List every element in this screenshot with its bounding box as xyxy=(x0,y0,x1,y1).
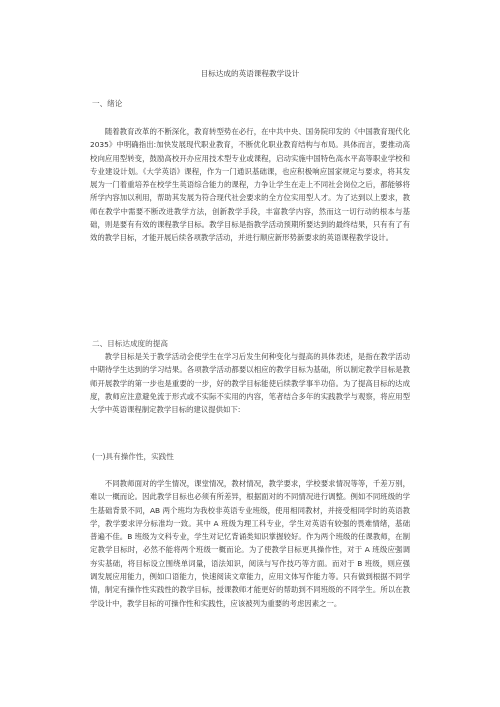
paragraph-operability: 不同教师面对的学生情况，课堂情况，教材情况，教学要求，学校要求情况等等，千差万别，难以一概而论。因此教学目标也必须有所差异，根据面对的不同情况进行调整。例如不同班级的学生基础背景不同，AB 两个班均为我校非英语专业班级，使用相同教材，并接受相同学时的英语教学，教学要求评分标准均一致。其中 A 班级为理工科专业，学生对英语有较强的畏难情绪，基础普遍不佳。B 班级为文科专业，学生对记忆背诵类知识掌握较好。作为两个班级的任课教师，在制定教学目标时，必然不能将两个班级一概而论。为了使教学目标更具操作性，对于 A 班级应强调夯实基础，将目标设立围绕单词量，语法知识，阅读与写作技巧等方面。而对于 B 班级，则应强调发展应用能力，例如口语能力，快速阅读文章能力，应用文体写作能力等。只有做到根据不同学情，制定有操作性实践性的教学目标，授课教师才能更好的帮助到不同班级的不同学生。所以在教学设计中，教学目标的可操作性和实践性，应该被列为重要的考虑因素之一。 xyxy=(90,479,410,608)
section-heading-goal-achievement: 二、目标达成度的提高 xyxy=(92,339,168,348)
document-title: 目标达成的英语课程教学设计 xyxy=(200,69,300,78)
paragraph-introduction: 随着教育改革的不断深化，教育转型势在必行，在中共中央、国务院印发的《中国教育现代化 2035》中明确指出:加快发展现代职业教育，不断优化职业教育结构与布局。具体而言，要推动高校向应用型转变，鼓励高校开办应用技术型专业或课程，启动实施中国特色高水平高等职业学校和专业建设计划。《大学英语》课程，作为一门通识基础课，也应积极响应国家规定与要求，将其发展为一门着重培养在校学生英语综合能力的课程，力争让学生在走上不同社会岗位之后，都能够将所学内容加以利用，帮助其发展为符合现代社会要求的全方位实用型人才。为了达到以上要求，教师在教学中需要不断改进教学方法，创新教学手段，丰富教学内容，然而这一切行动的根本与基础，则是要有有效的课程教学目标。教学目标是指教学活动预期所要达到的最终结果，只有有了有效的教学目标，才能开展后续各项教学活动，并进行顺应新形势新要求的英语课程教学设计。 xyxy=(90,127,410,243)
section-heading-introduction: 一、绪论 xyxy=(92,99,123,108)
paragraph-goal-achievement: 教学目标是关于教学活动会使学生在学习后发生何种变化与提高的具体表述，是指在教学活动中期待学生达到的学习结果。各项教学活动都要以相应的教学目标为基础，所以制定教学目标是教师开展教学的第一步也是重要的一步，好的教学目标能使后续教学事半功倍。为了提高目标的达成度，教师应注意避免流于形式或不实际不实用的内容，笔者结合多年的实践教学与观察，将应用型大学中英语课程制定教学目标的建议提供如下: xyxy=(90,352,410,415)
subsection-heading-operability: (一)具有操作性，实践性 xyxy=(92,452,174,461)
